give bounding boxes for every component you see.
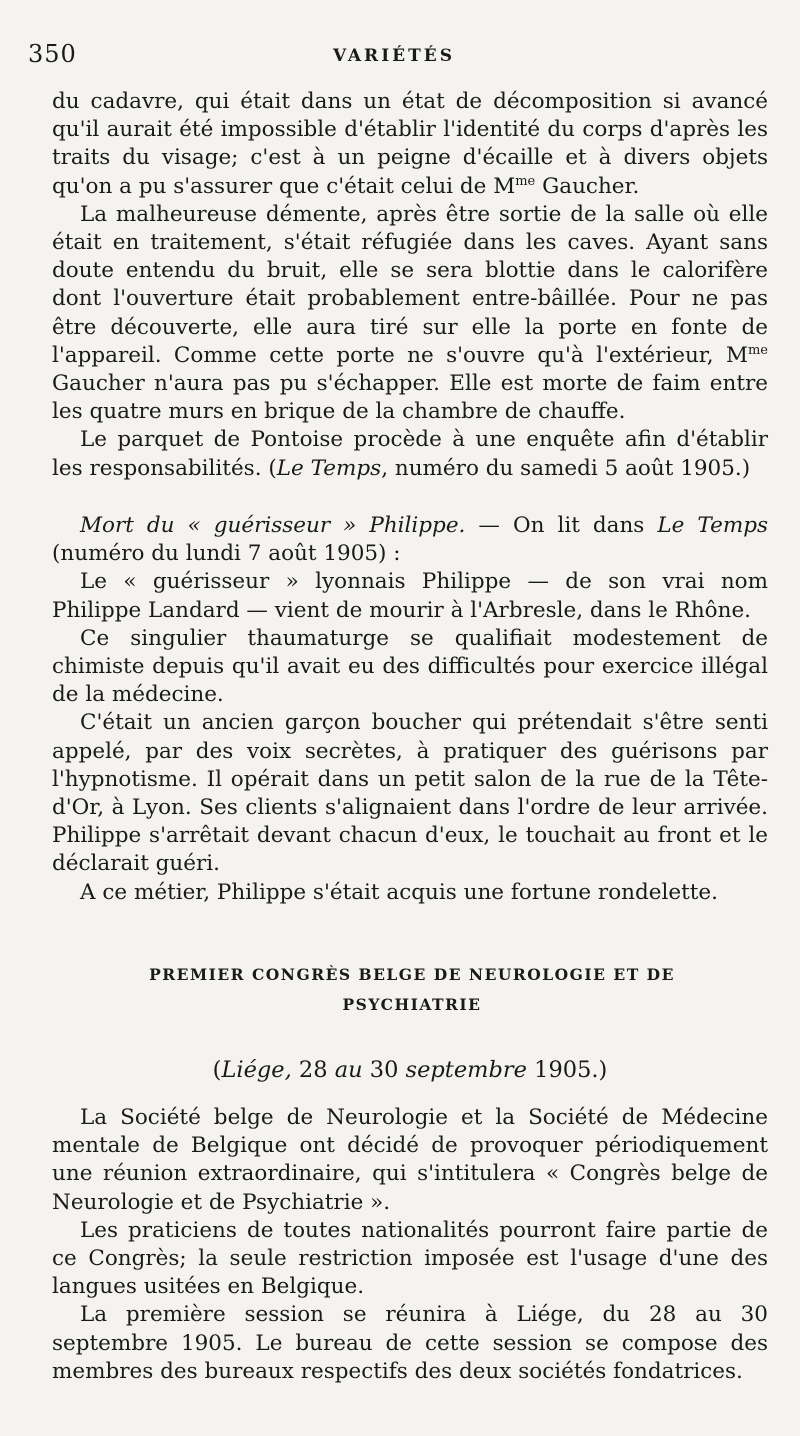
article-philippe (52, 512, 768, 907)
paragraph: Le « guérisseur » lyonnais Philippe — de son vrai nom Philippe Landard — vient de mourir à l'Arbresle, dans le Rhône. (52, 569, 768, 623)
paragraph: La Société belge de Neurologie et la Société de Médecine mentale de Belgique ont décidé de provoquer périodiquement une réunion extraordinaire, qui s'intitulera « Congrès belge de Neurologie et de Psychiatrie ». (52, 1105, 768, 1215)
section-title: PREMIER CONGRÈS BELGE DE NEUROLOGIE ET DE PSYCHIATRIE (149, 965, 675, 1014)
paragraph: du cadavre, qui était dans un état de décomposition si avancé qu'il aurait été impossible d'établir l'identité du corps d'après les traits du visage; c'est à un peigne d'écaille et à divers objets qu'on a pu s'assurer que c'était celui de $M^{me}$ Gaucher. (52, 89, 768, 199)
article-heading-paragraph: Mort du « guérisseur » Philippe. — On lit dans Le Temps (numéro du lundi 7 août 1905) : (52, 513, 769, 567)
page-number: 350 (28, 40, 77, 68)
paragraph: A ce métier, Philippe s'était acquis une fortune rondelette. (80, 879, 718, 905)
article-title: Mort du « guérisseur » Philippe. (80, 513, 466, 538)
paragraph: Ce singulier thaumaturge se qualifiait modestement de chimiste depuis qu'il avait eu des difficultés pour exercice illégal de la médecine. (52, 625, 768, 708)
running-title: VARIÉTÉS (333, 46, 455, 66)
paragraph: La malheureuse démente, après être sortie de la salle où elle était en traitement, s'était réfugiée dans les caves. Ayant sans doute entendu du bruit, elle se sera blottie dans le calorifère dont l'ouverture était probablement entre-bâillée. Pour ne pas être découverte, elle aura tiré sur elle la porte en fonte de l'appareil. Comme cette porte ne s'ouvre qu'à l'extérieur, $M^{me}$ Gaucher n'aura pas pu s'échapper. Elle est morte de faim entre les quatre murs en brique de la chambre de chauffe. (52, 201, 768, 425)
paragraph: Le parquet de Pontoise procède à une enquête afin d'établir les responsabilités. (Le Temps, numéro du samedi 5 août 1905.) (52, 427, 768, 481)
section-subtitle: (Liége, 28 au 30 septembre 1905.) (212, 1057, 608, 1083)
article-gaucher (52, 88, 768, 483)
paragraph: Les praticiens de toutes nationalités pourront faire partie de ce Congrès; la seule restriction imposée est l'usage d'une des langues usitées en Belgique. (52, 1217, 768, 1300)
page-header (28, 40, 760, 74)
article-congres (52, 1104, 768, 1386)
paragraph: La première session se réunira à Liége, du 28 au 30 septembre 1905. Le bureau de cette session se compose des membres des bureaux respectifs des deux sociétés fondatrices. (52, 1302, 768, 1384)
paragraph: C'était un ancien garçon boucher qui prétendait s'être senti appelé, par des voix secrètes, à pratiquer des guérisons par l'hypnotisme. Il opérait dans un petit salon de la rue de la Tête-d'Or, à Lyon. Ses clients s'alignaient dans l'ordre de leur arrivée. Philippe s'arrêtait devant chacun d'eux, le touchait au front et le déclarait guéri. (52, 710, 768, 877)
